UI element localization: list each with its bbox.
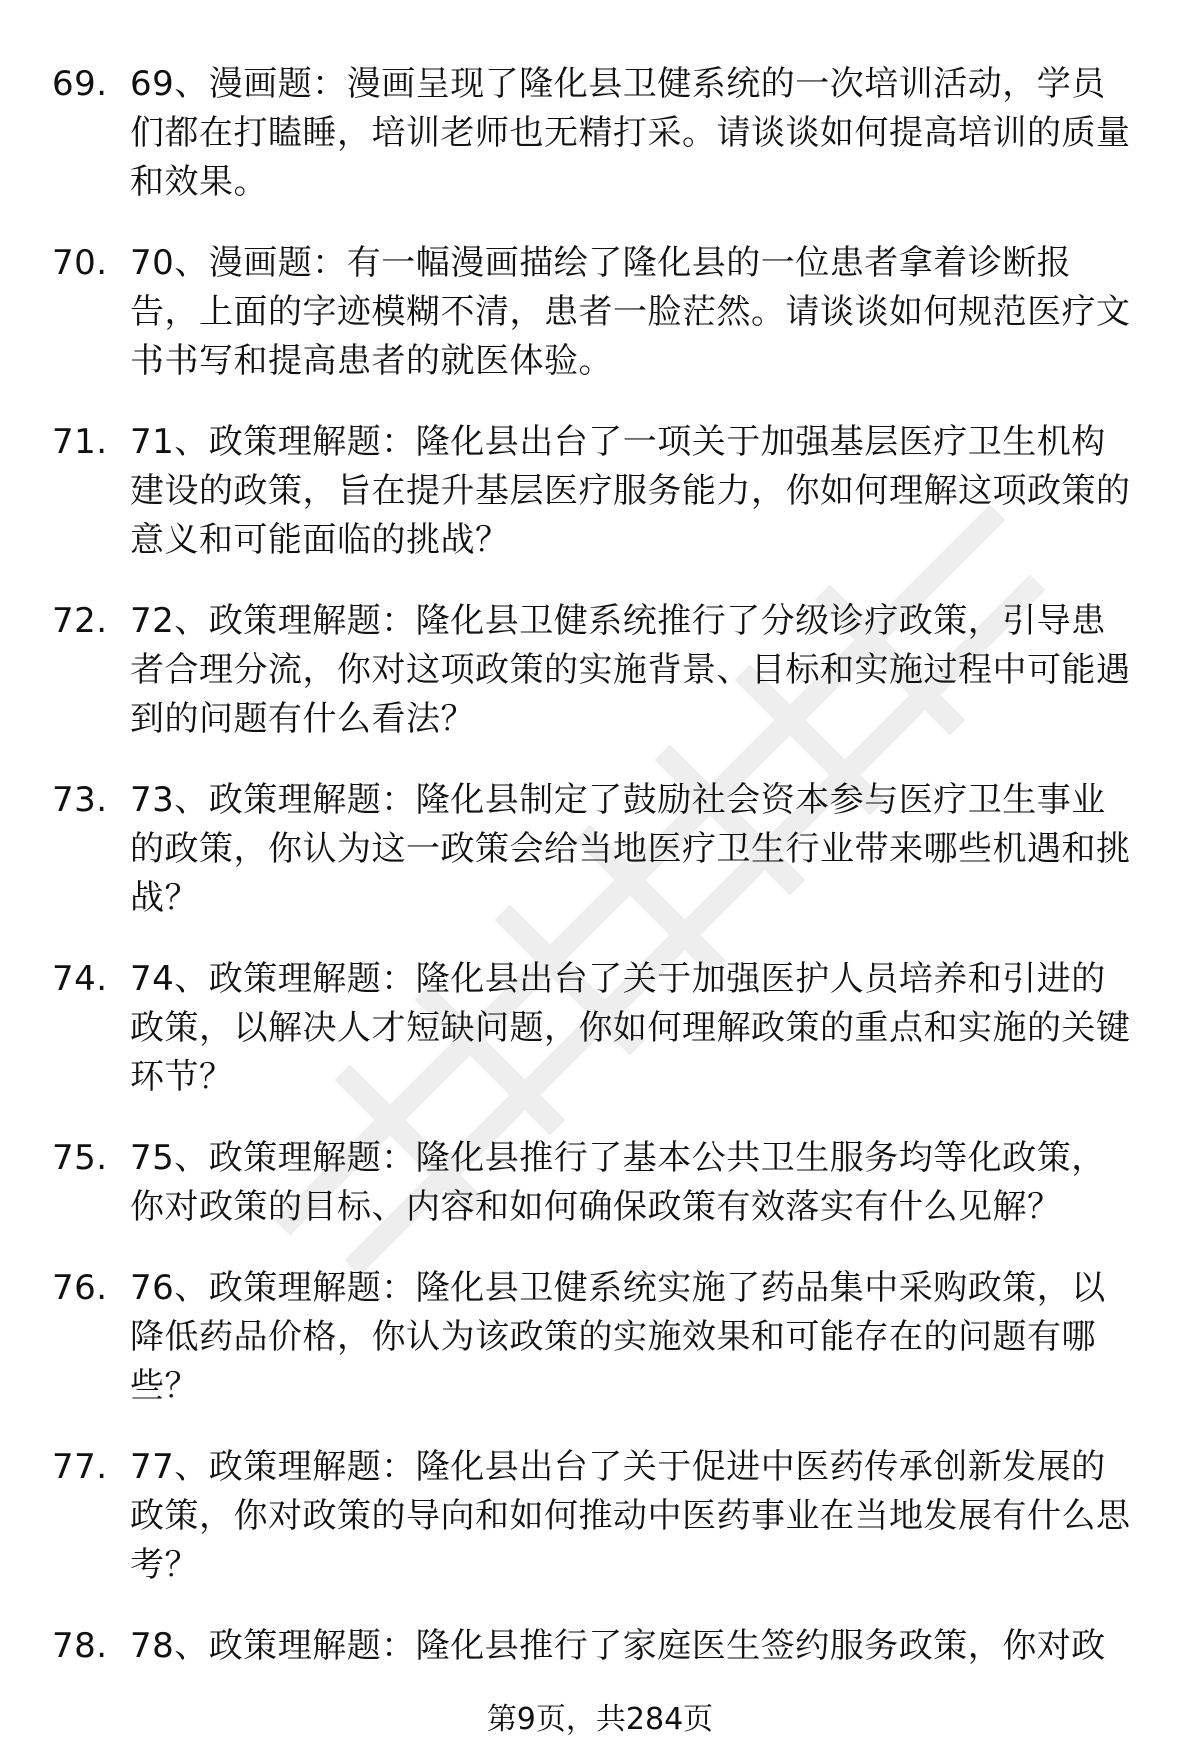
page-footer xyxy=(0,1700,1200,1740)
question-item xyxy=(0,597,1200,744)
question-number: 75. xyxy=(52,1138,108,1178)
question-number: 73. xyxy=(52,780,108,820)
question-list xyxy=(0,60,1200,1703)
question-text: 76、政策理解题：隆化县卫健系统实施了药品集中采购政策，以降低药品价格，你认为该政策的实施效果和可能存在的问题有哪些？ xyxy=(130,1268,1106,1406)
question-text: 78、政策理解题：隆化县推行了家庭医生签约服务政策，你对政 xyxy=(130,1626,1106,1666)
question-item xyxy=(0,239,1200,386)
question-number: 69. xyxy=(52,64,108,104)
question-text: 71、政策理解题：隆化县出台了一项关于加强基层医疗卫生机构建设的政策，旨在提升基层医疗服务能力，你如何理解这项政策的意义和可能面临的挑战？ xyxy=(130,422,1131,560)
question-number: 76. xyxy=(52,1268,108,1308)
question-text: 77、政策理解题：隆化县出台了关于促进中医药传承创新发展的政策，你对政策的导向和如何推动中医药事业在当地发展有什么思考？ xyxy=(130,1447,1131,1585)
page-number-label: 第9页，共284页 xyxy=(486,1702,714,1737)
question-item xyxy=(0,955,1200,1102)
question-item xyxy=(0,1134,1200,1232)
question-text: 69、漫画题：漫画呈现了隆化县卫健系统的一次培训活动，学员们都在打瞌睡，培训老师也无精打采。请谈谈如何提高培训的质量和效果。 xyxy=(130,64,1131,202)
question-number: 70. xyxy=(52,243,108,283)
question-number: 72. xyxy=(52,601,108,641)
question-item xyxy=(0,1264,1200,1411)
question-text: 75、政策理解题：隆化县推行了基本公共卫生服务均等化政策，你对政策的目标、内容和如何确保政策有效落实有什么见解？ xyxy=(130,1138,1106,1227)
question-text: 72、政策理解题：隆化县卫健系统推行了分级诊疗政策，引导患者合理分流，你对这项政策的实施背景、目标和实施过程中可能遇到的问题有什么看法？ xyxy=(130,601,1131,739)
question-text: 74、政策理解题：隆化县出台了关于加强医护人员培养和引进的政策，以解决人才短缺问题，你如何理解政策的重点和实施的关键环节？ xyxy=(130,959,1131,1097)
question-number: 78. xyxy=(52,1626,108,1666)
question-number: 71. xyxy=(52,422,108,462)
question-text: 70、漫画题：有一幅漫画描绘了隆化县的一位患者拿着诊断报告，上面的字迹模糊不清，患者一脸茫然。请谈谈如何规范医疗文书书写和提高患者的就医体验。 xyxy=(130,243,1131,381)
question-item xyxy=(0,1443,1200,1590)
question-item xyxy=(0,60,1200,207)
question-number: 74. xyxy=(52,959,108,999)
question-text: 73、政策理解题：隆化县制定了鼓励社会资本参与医疗卫生事业的政策，你认为这一政策会给当地医疗卫生行业带来哪些机遇和挑战？ xyxy=(130,780,1131,918)
question-item xyxy=(0,418,1200,565)
question-number: 77. xyxy=(52,1447,108,1487)
question-item xyxy=(0,776,1200,923)
question-item xyxy=(0,1622,1200,1671)
